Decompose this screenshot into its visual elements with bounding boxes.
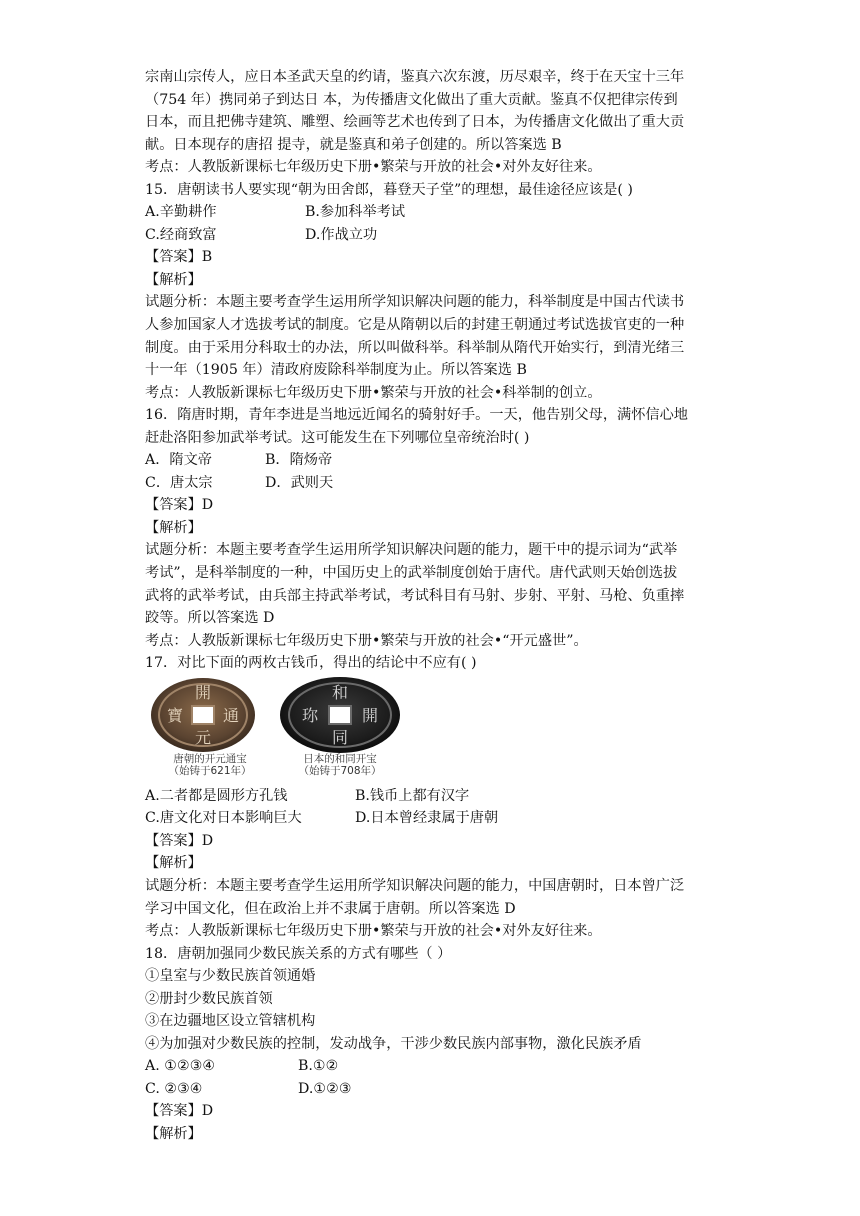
document-page: [145, 66, 725, 1146]
coin2-caption: 日本的和同开宝: [303, 752, 377, 765]
text-line: 制度。由于采用分科取士的办法，所以叫做科举。科举制从隋代开始实行，到清光绪三: [145, 339, 685, 356]
kaodian-line: 考点：人教版新课标七年级历史下册•繁荣与开放的社会•对外友好往来。: [145, 159, 602, 176]
question-stem: 赶赴洛阳参加武举考试。这可能发生在下列哪位皇帝统治时( ): [145, 429, 530, 446]
text-line: 跤等。所以答案选 D: [145, 610, 275, 627]
text-line: 十一年（1905 年）清政府废除科举制度为止。所以答案选 B: [145, 362, 527, 379]
coin-wado-kaichin: [275, 677, 405, 777]
option-b: B．隋炀帝: [265, 452, 333, 469]
coin2-char-top: 和: [331, 682, 349, 702]
question-16: [145, 404, 725, 652]
text-line: 试题分析：本题主要考查学生运用所学知识解决问题的能力，科举制度是中国古代读书: [145, 294, 685, 311]
option-b: B.钱币上都有汉字: [355, 787, 470, 804]
coin-wado-icon: [275, 677, 405, 755]
coin1-caption: 唐朝的开元通宝: [173, 752, 247, 765]
coin1-char-bottom: 元: [194, 727, 212, 747]
option-d: D．武则天: [265, 474, 334, 491]
coin-kaiyuan-tongbao: [145, 677, 275, 777]
option-c: C．唐太宗: [145, 474, 213, 491]
option-a: A.辛勤耕作: [145, 204, 217, 221]
kaodian-line: 考点：人教版新课标七年级历史下册•繁荣与开放的社会•科举制的创立。: [145, 384, 602, 401]
text-line: 考试”，是科举制度的一种，中国历史上的武举制度创始于唐代。唐代武则天始创选拔: [145, 565, 678, 582]
coin1-char-top: 開: [194, 682, 212, 702]
answer-label: 【答案】B: [145, 249, 213, 266]
answer-label: 【答案】D: [145, 1103, 214, 1120]
kaodian-line: 考点：人教版新课标七年级历史下册•繁荣与开放的社会•对外友好往来。: [145, 923, 602, 940]
option-d: D.作战立功: [305, 226, 378, 243]
kaodian-line: 考点：人教版新课标七年级历史下册•繁荣与开放的社会•“开元盛世”。: [145, 632, 588, 649]
option-b: B.参加科举考试: [305, 204, 406, 221]
option-c: C.唐文化对日本影响巨大: [145, 810, 302, 827]
option-d: D.日本曾经隶属于唐朝: [355, 810, 499, 827]
options-row: [145, 472, 725, 495]
text-line: 武将的武举考试，由兵部主持武举考试，考试科目有马射、步射、平射、马枪、负重摔: [145, 587, 685, 604]
statement-item: ②册封少数民族首领: [145, 990, 273, 1007]
statement-item: ③在边疆地区设立管辖机构: [145, 1013, 316, 1030]
text-line: 献。日本现存的唐招 提寺，就是鉴真和弟子创建的。所以答案选 B: [145, 136, 562, 153]
text-line: 试题分析：本题主要考查学生运用所学知识解决问题的能力，题干中的提示词为“武举: [145, 542, 678, 559]
question-18: [145, 943, 725, 1146]
analysis-heading: 【解析】: [145, 519, 202, 536]
options-row: [145, 449, 725, 472]
options-row: [145, 224, 725, 247]
text-line: （754 年）携同弟子到达日 本，为传播唐文化做出了重大贡献。鉴真不仅把律宗传到: [145, 91, 678, 108]
question-17: [145, 652, 725, 942]
text-line: 人参加国家人才选拔考试的制度。它是从隋朝以后的封建王朝通过考试选拔官吏的一种: [145, 317, 685, 334]
answer-label: 【答案】D: [145, 832, 214, 849]
question-stem: 17．对比下面的两枚古钱币，得出的结论中不应有( ): [145, 655, 477, 672]
option-d: D.①②③: [298, 1080, 352, 1097]
coin2-caption-date: （始铸于708年）: [298, 764, 382, 777]
analysis-heading: 【解析】: [145, 855, 202, 872]
statement-item: ④为加强对少数民族的控制，发动战争，干涉少数民族内部事物，激化民族矛盾: [145, 1035, 642, 1052]
option-c: C.经商致富: [145, 226, 217, 243]
options-row: [145, 785, 725, 808]
coin1-caption-date: （始铸于621年）: [168, 764, 252, 777]
text-line: 宗南山宗传人，应日本圣武天皇的约请，鉴真六次东渡，历尽艰辛，终于在天宝十三年: [145, 69, 685, 85]
options-row: [145, 1055, 725, 1078]
option-a: A. ①②③④: [145, 1058, 216, 1075]
text-line: 试题分析：本题主要考查学生运用所学知识解决问题的能力，中国唐朝时，日本曾广泛: [145, 877, 685, 894]
question-stem: 16．隋唐时期，青年李进是当地远近闻名的骑射好手。一天，他告别父母，满怀信心地: [145, 407, 688, 424]
option-b: B.①②: [298, 1058, 339, 1075]
options-row: [145, 201, 725, 224]
coin2-char-right: 開: [361, 705, 379, 725]
analysis-heading: 【解析】: [145, 1125, 202, 1142]
coin2-char-bottom: 同: [331, 727, 349, 747]
text-line: 学习中国文化，但在政治上并不隶属于唐朝。所以答案选 D: [145, 900, 516, 917]
option-a: A.二者都是圆形方孔钱: [145, 787, 288, 804]
options-row: [145, 807, 725, 830]
coins-image: [145, 677, 725, 777]
coin1-char-right: 通: [222, 705, 240, 725]
option-a: A．隋文帝: [145, 452, 212, 469]
text-line: 日本，而且把佛寺建筑、雕塑、绘画等艺术也传到了日本，为传播唐文化做出了重大贡: [145, 114, 685, 131]
option-c: C. ②③④: [145, 1080, 203, 1097]
statement-item: ①皇室与少数民族首领通婚: [145, 968, 316, 985]
options-row: [145, 1078, 725, 1101]
answer-label: 【答案】D: [145, 497, 214, 514]
coin1-char-left: 寶: [166, 705, 184, 725]
intro-analysis: [145, 66, 725, 179]
question-15: [145, 179, 725, 404]
question-stem: 15．唐朝读书人要实现“朝为田舍郎，暮登天子堂”的理想，最佳途径应该是( ): [145, 181, 633, 198]
question-stem: 18．唐朝加强同少数民族关系的方式有哪些（ ）: [145, 945, 452, 962]
coin-kaiyuan-icon: [145, 677, 275, 755]
coin2-char-left: 珎: [301, 705, 319, 725]
analysis-heading: 【解析】: [145, 271, 202, 288]
